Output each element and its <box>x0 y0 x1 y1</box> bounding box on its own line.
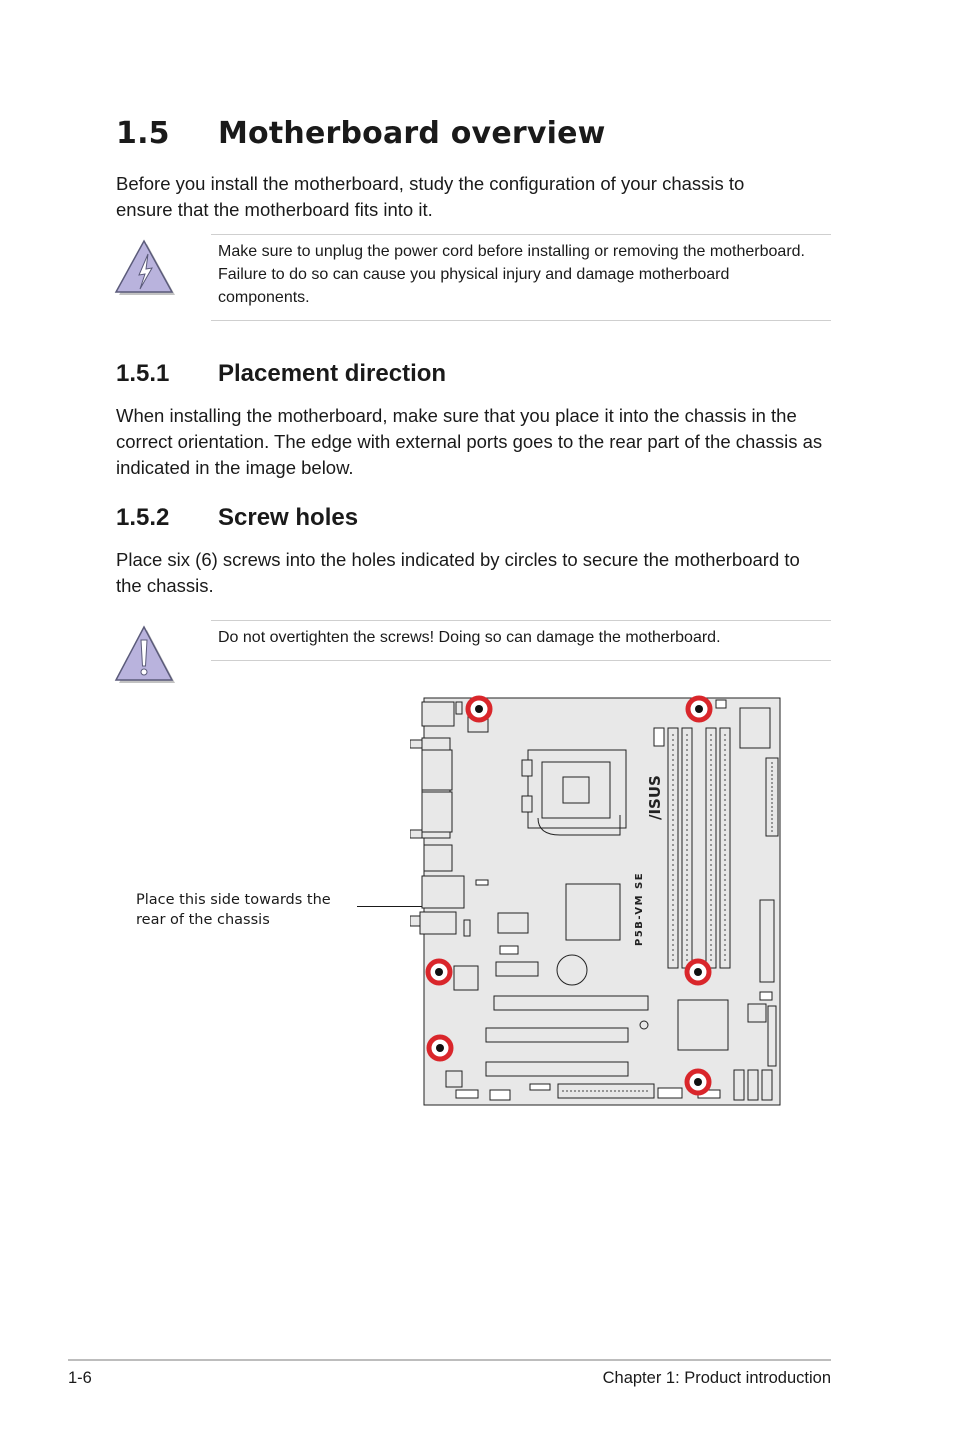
placement-paragraph: When installing the motherboard, make sure that you place it into the chassis in the correct orientation. The edge with external ports goes to the rear part of the chassis as indicated in the image below. <box>116 405 823 478</box>
figure-callout: Place this side towards the rear of the chassis <box>136 892 331 928</box>
brand-logo: /ISUS <box>646 775 664 820</box>
note-divider <box>211 620 831 621</box>
caution-note-text: Do not overtighten the screws! Doing so can damage the motherboard. <box>218 629 721 646</box>
section-title: Motherboard overview <box>218 116 606 151</box>
screw-holes-paragraph: Place six (6) screws into the holes indicated by circles to secure the motherboard to the chassis. <box>116 549 800 596</box>
subsection-number: 1.5.1 <box>116 360 170 387</box>
footer-rule <box>68 1359 831 1361</box>
note-divider <box>211 234 831 235</box>
subsection-heading <box>116 504 358 532</box>
intro-paragraph: Before you install the motherboard, study the configuration of your chassis to ensure that the motherboard fits into it. <box>116 173 745 220</box>
chapter-title: Chapter 1: Product introduction <box>602 1369 831 1387</box>
note-divider <box>211 320 831 321</box>
subsection-title: Screw holes <box>218 504 359 531</box>
section-heading <box>116 116 606 151</box>
subsection-number: 1.5.2 <box>116 504 170 531</box>
note-divider <box>211 660 831 661</box>
motherboard-diagram <box>410 690 785 1110</box>
electric-warning-icon <box>112 238 178 300</box>
board-model-label: P5B-VM SE <box>634 871 645 946</box>
section-number: 1.5 <box>116 116 170 151</box>
page-number: 1-6 <box>68 1369 92 1387</box>
warning-note-text: Make sure to unplug the power cord before installing or removing the motherboard. Failure to do so can cause you physical injury and damage motherboard components. <box>218 243 805 306</box>
caution-icon <box>112 624 178 686</box>
subsection-heading <box>116 360 446 388</box>
subsection-title: Placement direction <box>218 360 447 387</box>
